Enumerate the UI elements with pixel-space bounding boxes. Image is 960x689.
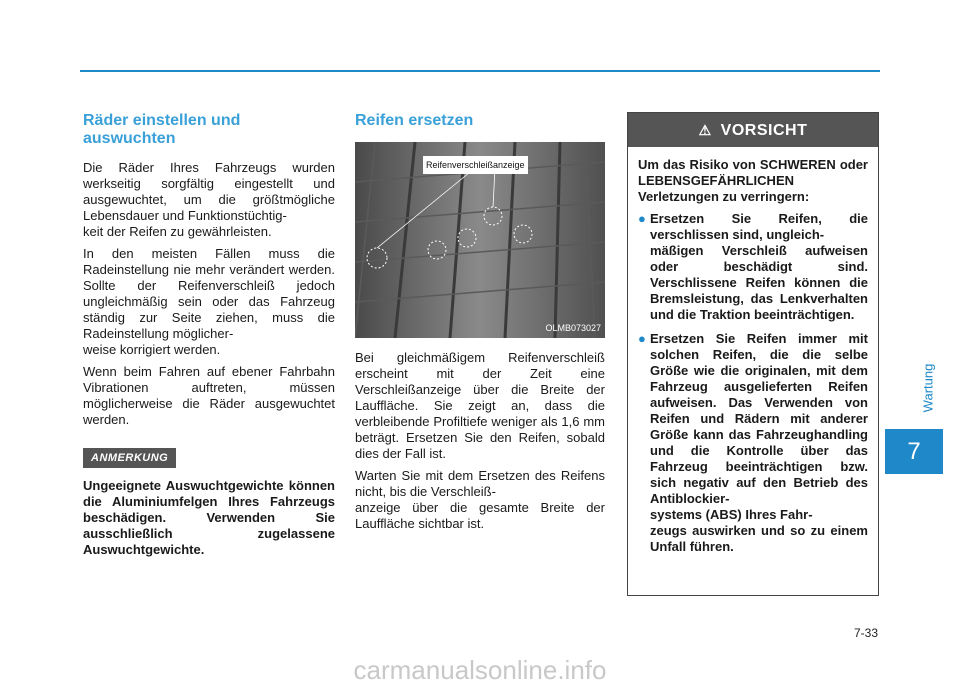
header-rule	[80, 70, 880, 72]
caution-body	[628, 147, 878, 555]
note-badge: ANMERKUNG	[83, 448, 176, 468]
caution-list	[638, 211, 868, 555]
column-left	[83, 112, 335, 558]
caution-title: VORSICHT	[720, 122, 808, 139]
figure-code: OLMB073027	[545, 323, 601, 333]
caution-header	[628, 113, 878, 147]
paragraph: Warten Sie mit dem Ersetzen des Reifens nicht, bis die Verschleiß- anzeige über die gesamte Breite der Lauffläche sichtbar ist.	[355, 468, 605, 531]
section-title-wheels: Räder einstellen und auswuchten	[83, 112, 241, 147]
paragraph: Die Räder Ihres Fahrzeugs wurden werkseitig sorgfältig eingestellt und ausgewuchtet, um die größtmögliche Lebensdauer und Funktionstüchtig- keit der Reifen zu gewährleisten.	[83, 160, 335, 239]
paragraph: Wenn beim Fahren auf ebener Fahrbahn Vibrationen auftreten, müssen möglicherweise die Räder ausgewuchtet werden.	[83, 364, 335, 427]
bullet-icon: ●	[638, 331, 646, 346]
caution-item: ● Ersetzen Sie Reifen immer mit solchen Reifen, die die selbe Größe wie die originalen, mit dem Fahrzeug ausgelieferten Reifen aufweisen. Das Verwenden von Reifen und Rädern mit anderer Größe kann das Fahrzeughandling und die Kontrolle über das Fahrzeug beeinträchtigen bzw. sich negativ auf den Betrieb des Antiblockier- systems (ABS) Ihres Fahr- zeugs auswirken und so zu einem Unfall führen.	[638, 331, 868, 554]
caution-item: ● Ersetzen Sie Reifen, die verschlissen sind, ungleich- mäßigen Verschleiß aufweisen oder beschädigt sind. Verschlissene Reifen können die Bremsleistung, das Lenkverhalten und die Traktion beeinträchtigen.	[638, 211, 868, 322]
note-text: Ungeeignete Auswuchtgewichte können die Aluminiumfelgen Ihres Fahrzeugs beschädigen. Verwenden Sie ausschließlich zugelassene Auswuchtgewichte.	[83, 478, 335, 557]
caution-intro: Um das Risiko von SCHWEREN oder LEBENSGEFÄHRLICHEN Verletzungen zu verringern:	[638, 157, 868, 204]
column-middle	[355, 112, 605, 538]
bullet-icon: ●	[638, 211, 646, 226]
section-title-tires: Reifen ersetzen	[355, 112, 474, 129]
caution-box	[627, 112, 879, 596]
chapter-label: Wartung	[920, 363, 936, 413]
tire-tread-figure	[355, 142, 605, 338]
warning-icon: ⚠	[698, 122, 712, 138]
page-number: 7-33	[853, 626, 878, 640]
paragraph: Bei gleichmäßigem Reifenverschleiß erscheint mit der Zeit eine Verschleißanzeige über die Breite der Lauffläche. Sie zeigt an, dass die verbleibende Profiltiefe weniger als 1,6 mm beträgt. Ersetzen Sie den Reifen, sobald dies der Fall ist.	[355, 350, 605, 461]
paragraph: In den meisten Fällen muss die Radeinstellung nie mehr verändert werden. Sollte der Reifenverschleiß jedoch ungleichmäßig sein oder das Fahrzeug ständig zur Seite ziehen, muss die Radeinstellung möglicher- weise korrigiert werden.	[83, 246, 335, 357]
chapter-number: 7	[885, 429, 943, 474]
watermark: carmanualsonline.info	[353, 655, 607, 685]
figure-callout: Reifenverschleißanzeige	[423, 156, 528, 174]
